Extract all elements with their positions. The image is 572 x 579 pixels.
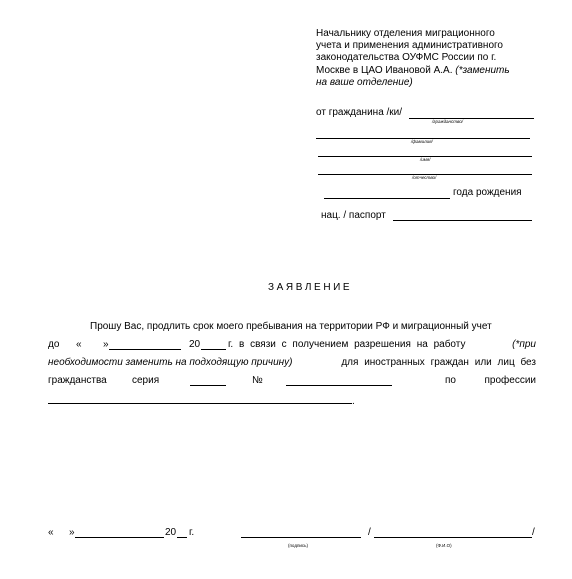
quote-close: » xyxy=(69,527,75,538)
citizenship-field[interactable] xyxy=(409,118,534,119)
slash: / xyxy=(368,527,371,538)
birth-year-label: года рождения xyxy=(453,187,522,198)
footer-year-field[interactable] xyxy=(177,527,187,538)
addressee-line: учета и применения административного xyxy=(316,40,503,52)
body-text: по xyxy=(445,375,456,386)
fio-field[interactable] xyxy=(374,527,532,538)
body-line-3 xyxy=(48,357,536,368)
year-suffix: г. xyxy=(189,527,195,538)
body-note: необходимости заменить на подходящую причину) xyxy=(48,357,293,368)
year-prefix: 20 xyxy=(189,339,201,350)
addressee-note: (*заменить xyxy=(455,64,510,76)
number-label: № xyxy=(252,375,263,386)
addressee-line: законодательства ОУФМС России по г. xyxy=(316,52,497,64)
passport-field[interactable] xyxy=(393,220,532,221)
signature-hint: (подпись) xyxy=(288,543,309,548)
body-line-4 xyxy=(48,375,536,386)
citizenship-hint: /гражданство/ xyxy=(432,119,464,124)
body-line-2 xyxy=(48,339,536,350)
profession-label: профессии xyxy=(484,375,536,386)
body-note: (*при xyxy=(512,339,536,350)
quote-close: » xyxy=(103,339,109,350)
surname-hint: /фамилия/ xyxy=(411,139,433,144)
signature-field[interactable] xyxy=(241,527,361,538)
document-title: ЗАЯВЛЕНИЕ xyxy=(268,282,353,293)
number-field[interactable] xyxy=(286,375,392,386)
from-label: от гражданина /ки/ xyxy=(316,107,403,118)
footer-date-field[interactable] xyxy=(75,527,164,538)
passport-label: нац. / паспорт xyxy=(321,210,386,221)
body-text: для иностранных граждан или лиц без xyxy=(341,357,536,368)
body-line-1: Прошу Вас, продлить срок моего пребывания на территории РФ и миграционный учет xyxy=(90,321,492,332)
profession-field[interactable] xyxy=(48,393,352,404)
addressee-line xyxy=(316,65,544,77)
patronymic-hint: /отчество/ xyxy=(412,175,437,180)
addressee-block xyxy=(316,28,544,89)
series-field[interactable] xyxy=(190,375,226,386)
addressee-note: на ваше отделение) xyxy=(316,76,413,88)
series-label: серия xyxy=(132,375,160,386)
body-text: гражданства xyxy=(48,375,107,386)
footer-line xyxy=(48,527,536,541)
name-hint: /имя/ xyxy=(420,157,431,162)
body-line-5 xyxy=(48,393,355,407)
addressee-text: Москве в ЦАО Ивановой А.А. xyxy=(316,64,456,76)
birth-year-field[interactable] xyxy=(324,198,450,199)
year-prefix: 20 xyxy=(165,527,177,538)
body-text: до xyxy=(48,339,60,350)
fio-hint: (Ф.И.О) xyxy=(436,543,452,548)
body-text: . xyxy=(352,396,355,407)
date-year-field[interactable] xyxy=(201,339,226,350)
quote-open: « xyxy=(76,339,82,350)
addressee-line: Начальнику отделения миграционного xyxy=(316,28,495,39)
body-text: г. в связи с получением разрешения на работу xyxy=(228,339,466,350)
date-day-month-field[interactable] xyxy=(109,339,181,350)
slash: / xyxy=(532,527,535,538)
quote-open: « xyxy=(48,527,54,538)
